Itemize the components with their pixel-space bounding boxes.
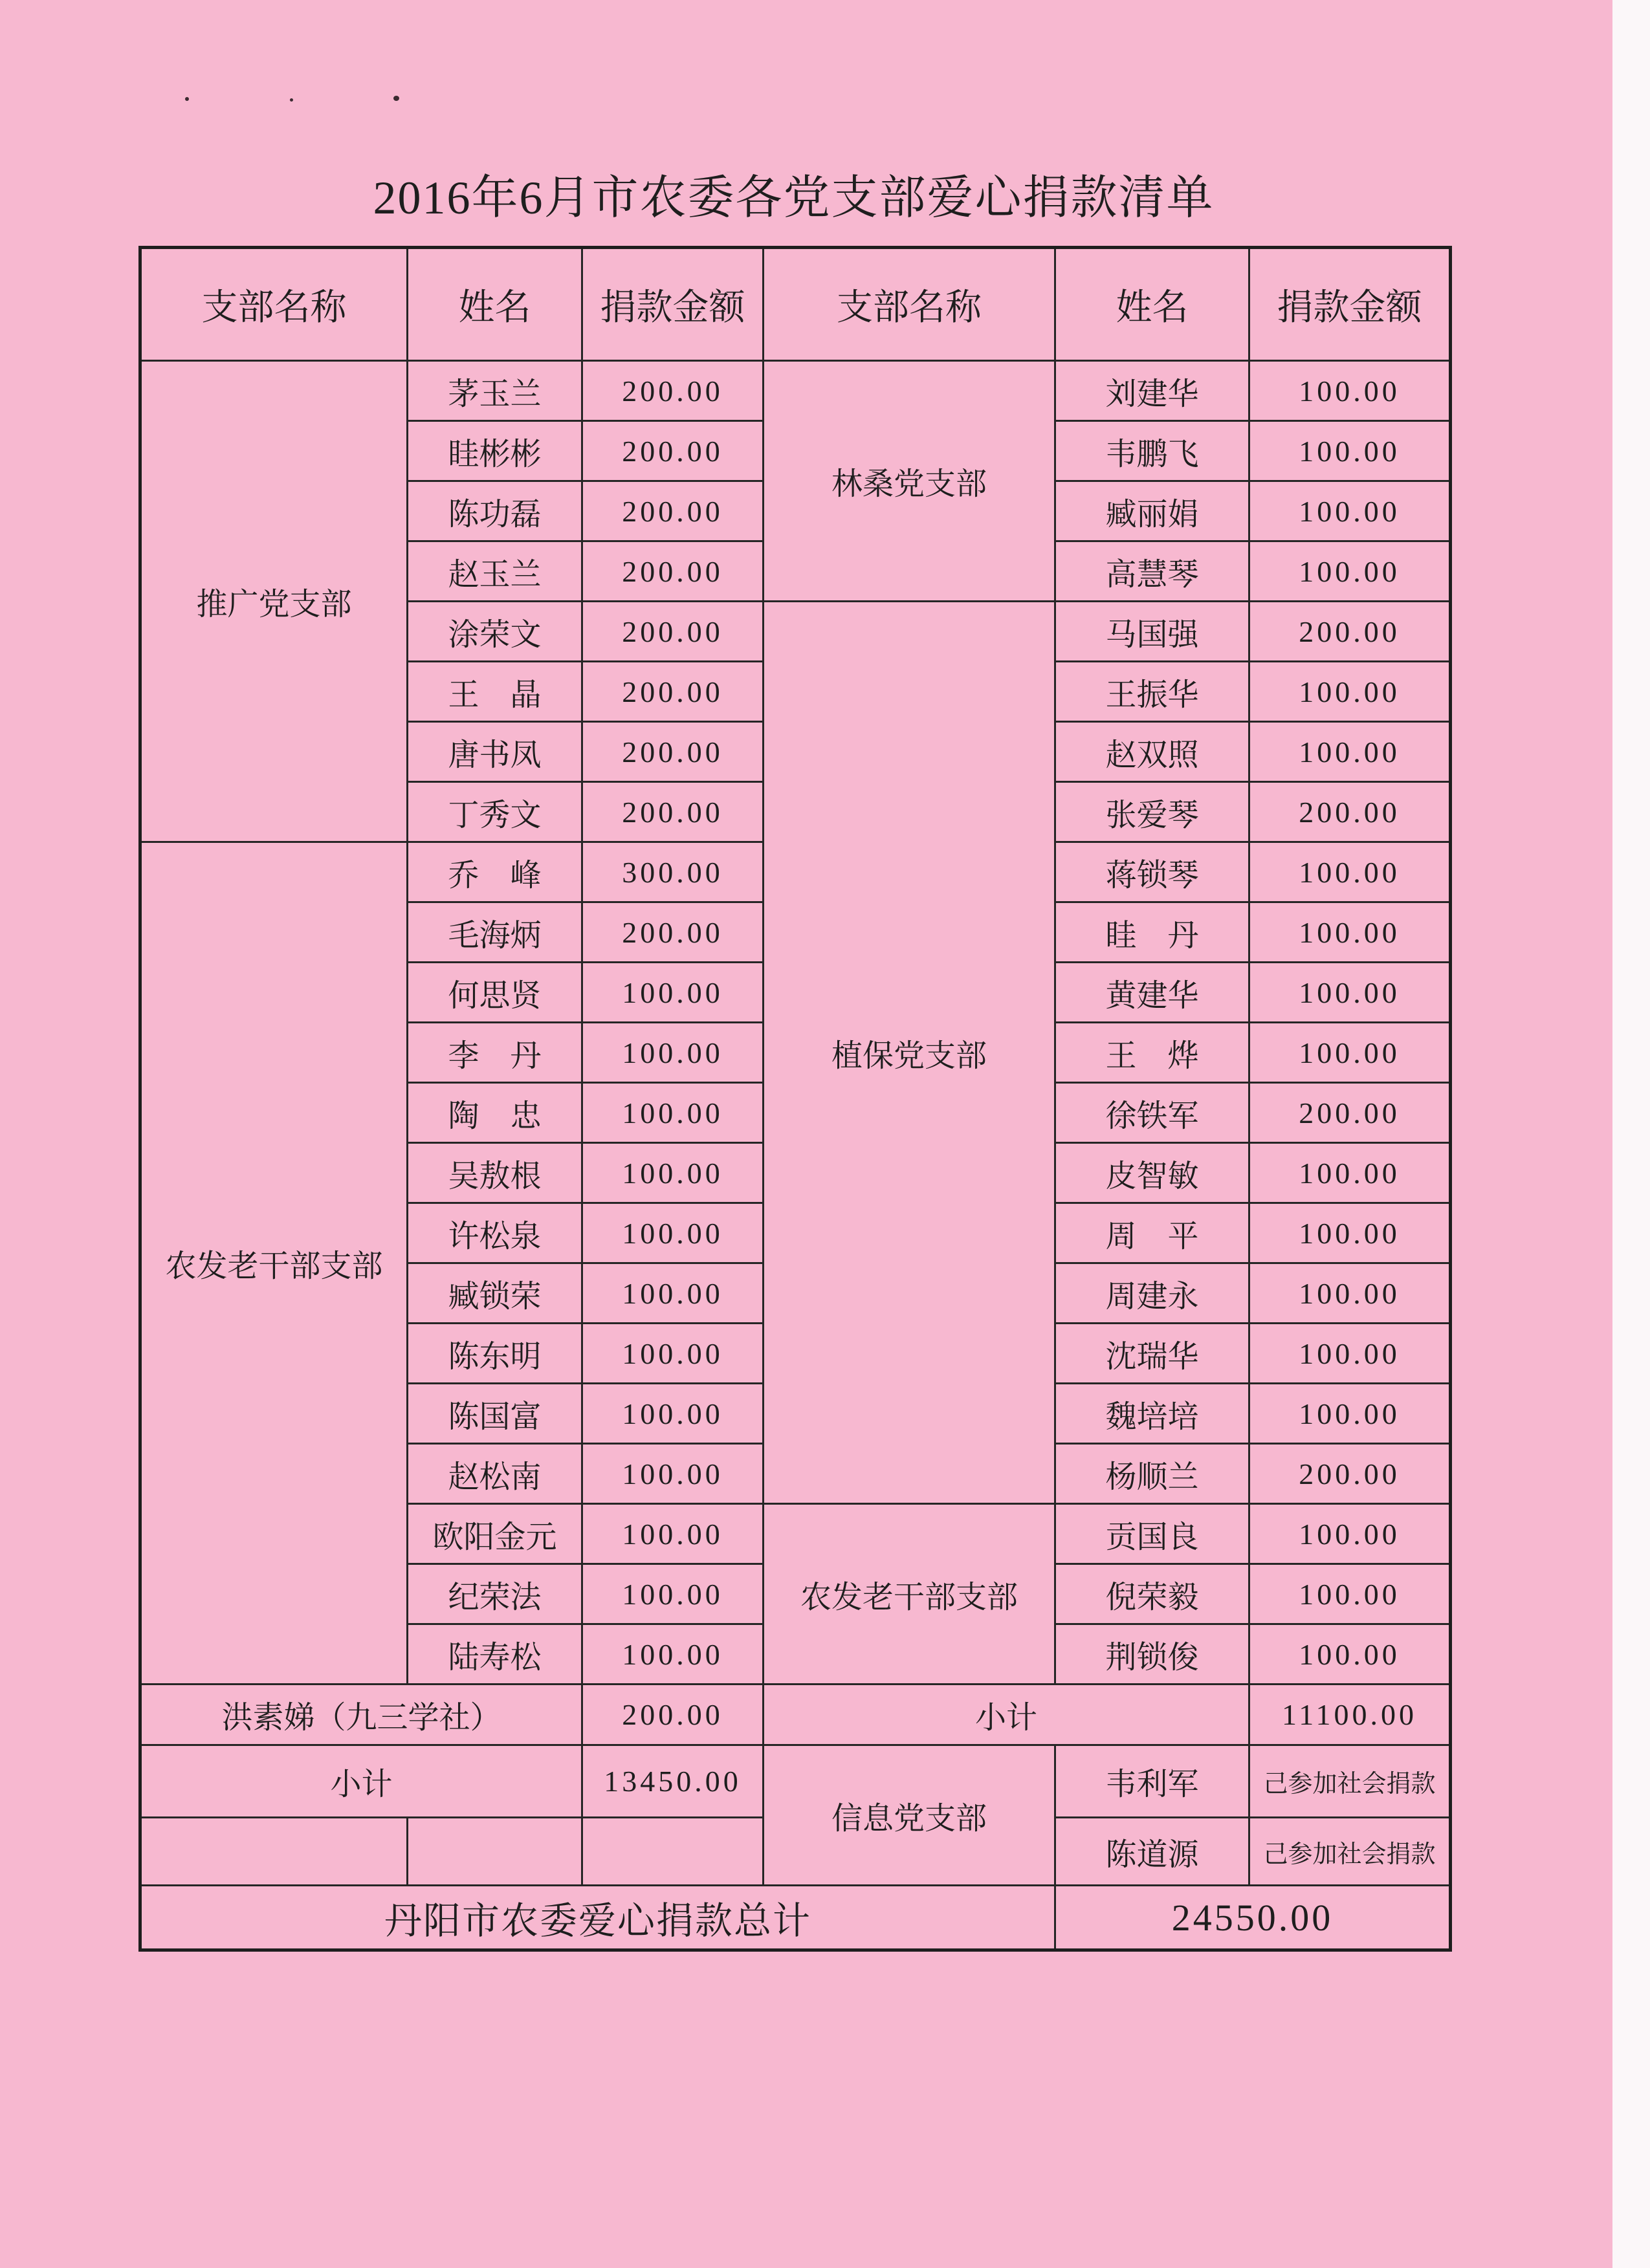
note-cell: 己参加社会捐款 (1249, 1745, 1451, 1818)
donation-amount: 200.00 (582, 541, 764, 602)
donation-amount: 100.00 (582, 1083, 764, 1143)
donation-amount: 100.00 (1249, 1384, 1451, 1444)
donor-name: 欧阳金元 (408, 1504, 582, 1564)
donor-name: 蒋锁琴 (1055, 842, 1249, 902)
donation-amount: 200.00 (582, 481, 764, 541)
donor-name: 刘建华 (1055, 361, 1249, 421)
donation-amount: 200.00 (582, 361, 764, 421)
grand-total-label: 丹阳市农委爱心捐款总计 (140, 1886, 1055, 1950)
donor-name: 黄建华 (1055, 963, 1249, 1023)
donation-amount: 100.00 (582, 1324, 764, 1384)
donation-amount: 100.00 (1249, 1624, 1451, 1685)
donation-amount: 100.00 (1249, 481, 1451, 541)
donor-name: 韦利军 (1055, 1745, 1249, 1818)
empty-cell (140, 1818, 408, 1886)
donor-name: 陈功磊 (408, 481, 582, 541)
donor-name: 眭彬彬 (408, 421, 582, 481)
header-branch: 支部名称 (764, 248, 1055, 361)
donor-name: 倪荣毅 (1055, 1564, 1249, 1624)
donation-amount: 100.00 (1249, 361, 1451, 421)
scan-speck (290, 98, 293, 102)
donor-name: 韦鹏飞 (1055, 421, 1249, 481)
donor-name: 马国强 (1055, 602, 1249, 662)
donor-name: 吴敖根 (408, 1143, 582, 1203)
donation-amount: 100.00 (582, 1624, 764, 1685)
donor-name: 臧丽娟 (1055, 481, 1249, 541)
donation-amount: 200.00 (1249, 602, 1451, 662)
donor-name: 杨顺兰 (1055, 1444, 1249, 1504)
branch-name: 信息党支部 (764, 1745, 1055, 1886)
donation-amount: 100.00 (582, 1504, 764, 1564)
donor-name: 贡国良 (1055, 1504, 1249, 1564)
donor-name: 魏培培 (1055, 1384, 1249, 1444)
note-cell: 己参加社会捐款 (1249, 1818, 1451, 1886)
donor-name: 陈道源 (1055, 1818, 1249, 1886)
donation-amount: 100.00 (1249, 1143, 1451, 1203)
donation-amount: 200.00 (1249, 1444, 1451, 1504)
donation-amount: 100.00 (1249, 722, 1451, 782)
header-row (140, 248, 1451, 361)
donor-name: 赵玉兰 (408, 541, 582, 602)
donor-name: 徐铁军 (1055, 1083, 1249, 1143)
donation-amount: 200.00 (1249, 782, 1451, 842)
donor-name: 周建永 (1055, 1263, 1249, 1324)
donor-name: 皮智敏 (1055, 1143, 1249, 1203)
branch-name: 推广党支部 (140, 361, 408, 842)
donation-amount: 300.00 (582, 842, 764, 902)
scan-speck (393, 96, 399, 101)
donation-amount: 200.00 (1249, 1083, 1451, 1143)
grand-total-row (140, 1886, 1451, 1950)
donor-name: 赵松南 (408, 1444, 582, 1504)
donation-amount: 100.00 (1249, 902, 1451, 963)
donation-amount: 100.00 (1249, 662, 1451, 722)
donor-name: 唐书凤 (408, 722, 582, 782)
donor-name: 何思贤 (408, 963, 582, 1023)
donor-name: 臧锁荣 (408, 1263, 582, 1324)
donor-name: 王 烨 (1055, 1023, 1249, 1083)
empty-cell (408, 1818, 582, 1886)
header-name: 姓名 (408, 248, 582, 361)
subtotal-label: 小计 (140, 1745, 582, 1818)
donation-amount: 200.00 (582, 902, 764, 963)
donation-amount: 100.00 (582, 1023, 764, 1083)
header-amount: 捐款金额 (582, 248, 764, 361)
donor-name: 王振华 (1055, 662, 1249, 722)
subtotal-label: 小计 (764, 1685, 1249, 1745)
donation-amount: 100.00 (582, 1203, 764, 1263)
empty-cell (582, 1818, 764, 1886)
donor-name: 许松泉 (408, 1203, 582, 1263)
donation-amount: 100.00 (582, 963, 764, 1023)
donor-name: 高慧琴 (1055, 541, 1249, 602)
donation-amount: 200.00 (582, 662, 764, 722)
donation-table (138, 246, 1452, 1952)
donor-name: 眭 丹 (1055, 902, 1249, 963)
donor-name: 荆锁俊 (1055, 1624, 1249, 1685)
donation-amount: 100.00 (1249, 1203, 1451, 1263)
donor-name: 陶 忠 (408, 1083, 582, 1143)
donor-name: 赵双照 (1055, 722, 1249, 782)
donor-name: 李 丹 (408, 1023, 582, 1083)
header-name: 姓名 (1055, 248, 1249, 361)
donor-name: 洪素娣（九三学社） (140, 1685, 582, 1745)
donation-amount: 100.00 (1249, 842, 1451, 902)
donor-name: 周 平 (1055, 1203, 1249, 1263)
subtotal-amount: 13450.00 (582, 1745, 764, 1818)
donation-amount: 100.00 (582, 1384, 764, 1444)
donation-amount: 100.00 (1249, 963, 1451, 1023)
grand-total-amount: 24550.00 (1055, 1886, 1451, 1950)
branch-name: 林桑党支部 (764, 361, 1055, 602)
table-row (140, 1685, 1451, 1745)
donation-amount: 100.00 (1249, 1263, 1451, 1324)
donor-name: 茅玉兰 (408, 361, 582, 421)
donation-amount: 100.00 (582, 1143, 764, 1203)
donation-amount: 200.00 (582, 602, 764, 662)
scan-speck (185, 97, 189, 101)
donation-amount: 100.00 (582, 1263, 764, 1324)
donor-name: 纪荣法 (408, 1564, 582, 1624)
donor-name: 丁秀文 (408, 782, 582, 842)
donation-amount: 100.00 (582, 1444, 764, 1504)
donation-amount: 200.00 (582, 421, 764, 481)
donor-name: 毛海炳 (408, 902, 582, 963)
donation-amount: 200.00 (582, 1685, 764, 1745)
donation-amount: 100.00 (1249, 421, 1451, 481)
subtotal-amount: 11100.00 (1249, 1685, 1451, 1745)
donor-name: 陈国富 (408, 1384, 582, 1444)
table-row (140, 361, 1451, 421)
donor-name: 陈东明 (408, 1324, 582, 1384)
donation-amount: 100.00 (1249, 541, 1451, 602)
donation-amount: 100.00 (1249, 1324, 1451, 1384)
donation-amount: 100.00 (582, 1564, 764, 1624)
table-row (140, 1745, 1451, 1818)
donation-amount: 200.00 (582, 722, 764, 782)
header-amount: 捐款金额 (1249, 248, 1451, 361)
branch-name: 植保党支部 (764, 602, 1055, 1504)
donation-amount: 100.00 (1249, 1504, 1451, 1564)
header-branch: 支部名称 (140, 248, 408, 361)
document-title: 2016年6月市农委各党支部爱心捐款清单 (373, 172, 1215, 224)
donation-amount: 200.00 (582, 782, 764, 842)
branch-name: 农发老干部支部 (140, 842, 408, 1685)
donor-name: 乔 峰 (408, 842, 582, 902)
donation-amount: 100.00 (1249, 1023, 1451, 1083)
donation-amount: 100.00 (1249, 1564, 1451, 1624)
donor-name: 张爱琴 (1055, 782, 1249, 842)
donor-name: 王 晶 (408, 662, 582, 722)
donor-name: 陆寿松 (408, 1624, 582, 1685)
donor-name: 涂荣文 (408, 602, 582, 662)
donor-name: 沈瑞华 (1055, 1324, 1249, 1384)
branch-name: 农发老干部支部 (764, 1504, 1055, 1685)
